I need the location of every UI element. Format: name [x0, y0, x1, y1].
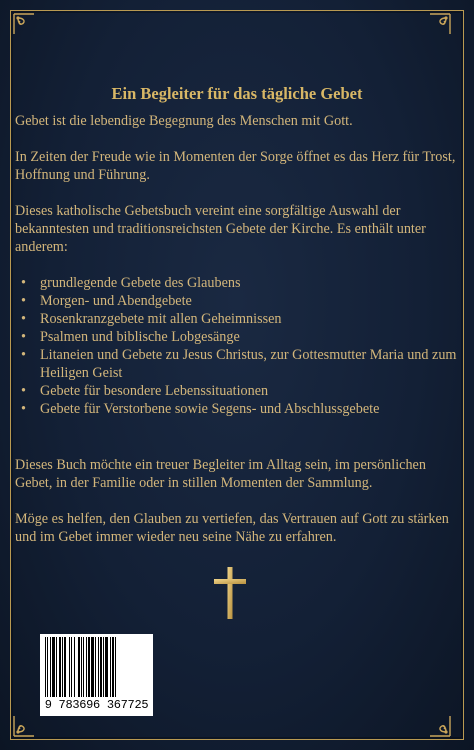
barcode-bar — [100, 637, 102, 697]
barcode-bar — [45, 637, 46, 697]
barcode-bar — [112, 637, 114, 697]
list-item-text: Gebete für Verstorbene sowie Segens- und Abschlussgebete — [40, 401, 380, 417]
intro-paragraph: In Zeiten der Freude wie in Momenten der Sorge öffnet es das Herz für Trost, Hoffnung und Führung. — [15, 149, 456, 183]
bullet-icon: • — [21, 401, 26, 417]
barcode-bar — [115, 637, 116, 697]
barcode-bar — [69, 637, 70, 697]
intro-paragraph: Dieses katholische Gebetsbuch vereint eine sorgfältige Auswahl der bekanntesten und traditionsreichsten Gebete der Kirche. Es enthält unter anderem: — [15, 203, 426, 255]
corner-ornament-icon — [428, 12, 452, 36]
list-item-text: grundlegende Gebete des Glaubens — [40, 275, 241, 291]
barcode-bar — [71, 637, 72, 697]
list-item-text: Litaneien und Gebete zu Jesus Christus, zur Gottesmutter Maria und zum Heiligen Geist — [40, 347, 457, 381]
barcode-bar — [56, 637, 57, 697]
corner-ornament-icon — [12, 12, 36, 36]
list-item-text: Rosenkranzgebete mit allen Geheimnissen — [40, 311, 282, 327]
isbn-digits: 9 783696 367725 — [44, 698, 149, 712]
bullet-icon: • — [21, 329, 26, 345]
barcode-bar — [103, 637, 104, 697]
barcode-bar — [95, 637, 96, 697]
outro-paragraph: Dieses Buch möchte ein treuer Begleiter im Alltag sein, im persönlichen Gebet, in der Familie oder in stillen Momenten der Sammlung. — [15, 457, 426, 491]
cross-icon — [214, 567, 246, 619]
intro-paragraph: Gebet ist die lebendige Begegnung des Menschen mit Gott. — [15, 113, 353, 129]
corner-ornament-icon — [12, 714, 36, 738]
barcode-bar — [86, 637, 87, 697]
barcode-bar — [78, 637, 80, 697]
barcode-bars — [45, 637, 148, 697]
barcode-bar — [74, 637, 75, 697]
barcode-bar — [110, 637, 111, 697]
barcode-bar — [81, 637, 82, 697]
list-item — [15, 382, 459, 400]
barcode-bar — [62, 637, 63, 697]
prayer-list — [15, 274, 459, 418]
bullet-icon: • — [21, 383, 26, 399]
barcode-bar — [83, 637, 84, 697]
cover-text — [15, 112, 459, 564]
barcode-bar — [59, 637, 61, 697]
bullet-icon: • — [21, 275, 26, 291]
list-item — [15, 328, 459, 346]
bullet-icon: • — [21, 347, 26, 363]
list-item — [15, 274, 459, 292]
barcode-bar — [91, 637, 94, 697]
list-item-text: Morgen- und Abendgebete — [40, 293, 192, 309]
barcode-bar — [47, 637, 48, 697]
list-item-text: Gebete für besondere Lebenssituationen — [40, 383, 269, 399]
barcode-bar — [98, 637, 99, 697]
outro-paragraph: Möge es helfen, den Glauben zu vertiefen, das Vertrauen auf Gott zu stärken und im Gebet immer wieder neu seine Nähe zu erfahren. — [15, 511, 449, 545]
list-item — [15, 310, 459, 328]
list-item — [15, 292, 459, 310]
list-item — [15, 346, 459, 382]
isbn-barcode — [40, 634, 153, 716]
bullet-icon: • — [21, 293, 26, 309]
list-item-text: Psalmen und biblische Lobgesänge — [40, 329, 240, 345]
barcode-bar — [88, 637, 90, 697]
cover-title: Ein Begleiter für das tägliche Gebet — [111, 84, 363, 103]
corner-ornament-icon — [428, 714, 452, 738]
barcode-bar — [64, 637, 66, 697]
barcode-bar — [52, 637, 55, 697]
bullet-icon: • — [21, 311, 26, 327]
barcode-bar — [105, 637, 108, 697]
list-item — [15, 400, 459, 418]
barcode-bar — [50, 637, 51, 697]
